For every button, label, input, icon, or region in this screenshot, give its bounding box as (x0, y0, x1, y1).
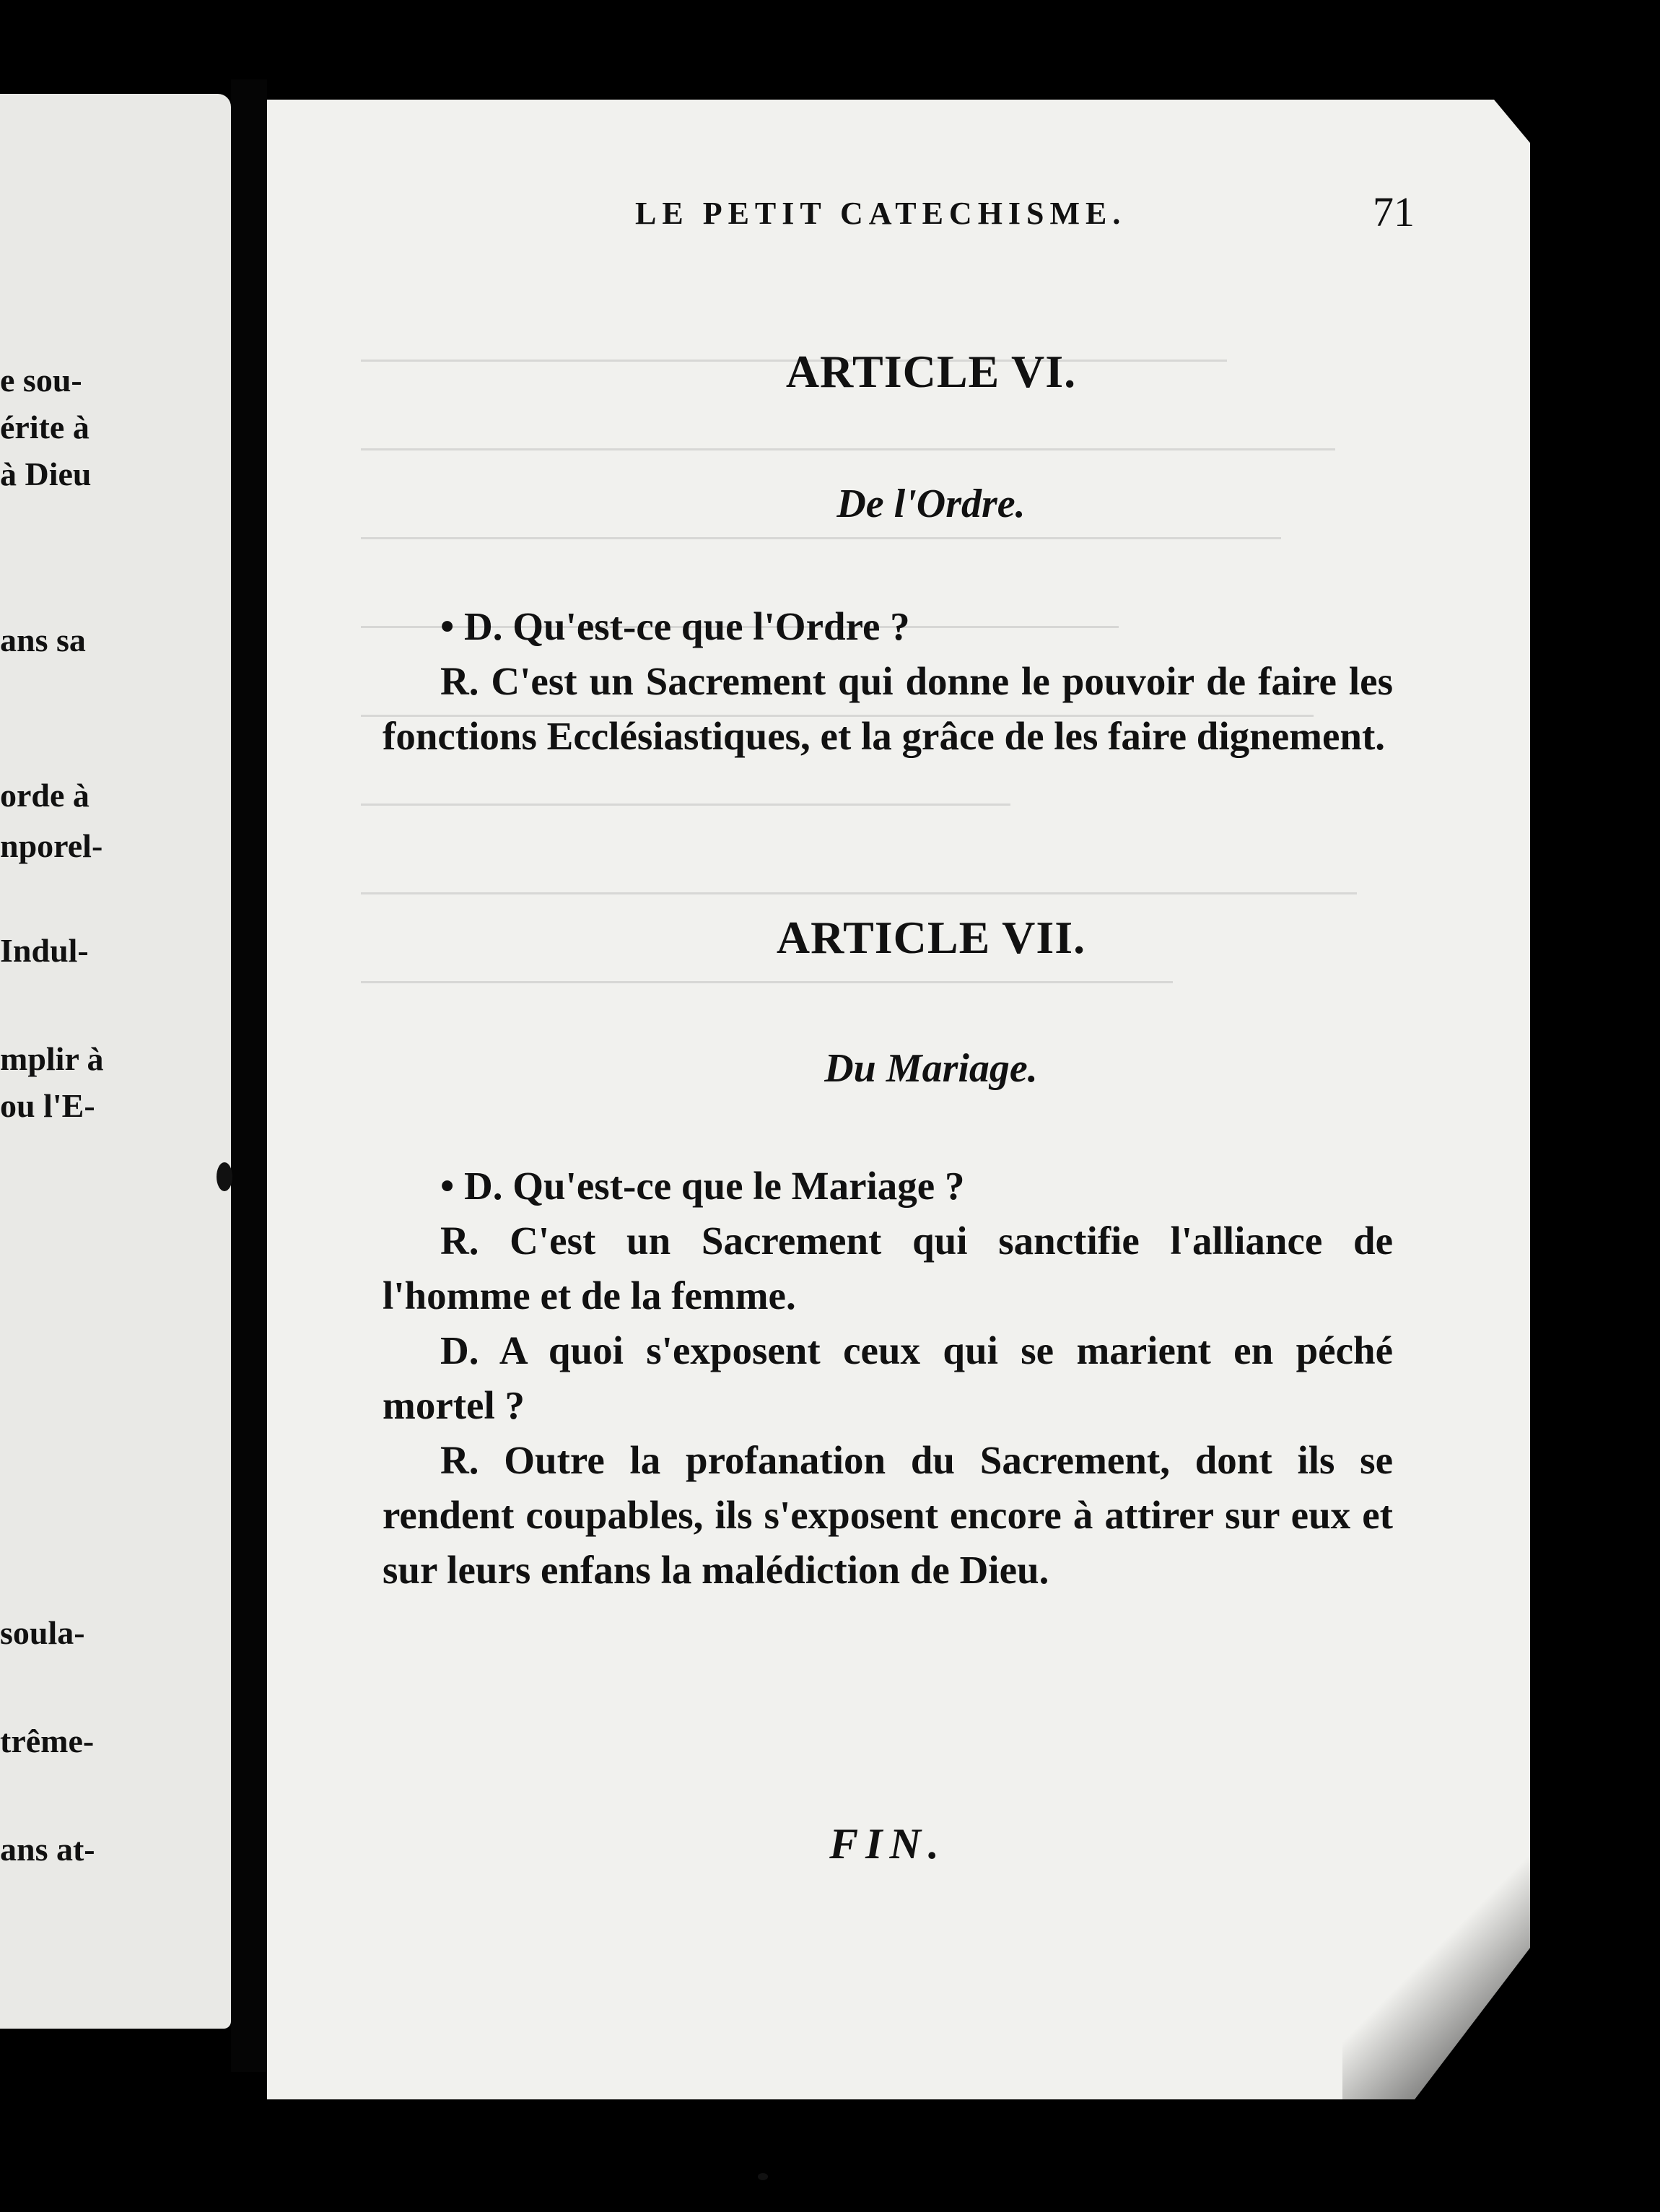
article-7-question-2 (383, 1323, 1393, 1433)
article-6-answer (383, 654, 1393, 764)
answer-text: R. C'est un Sacrement qui donne le pouvoir de faire les fonctions Ecclésiastiques, et la grâce de les faire dignement. (383, 659, 1393, 758)
left-fragment: e sou- (0, 362, 82, 399)
book-spine (231, 79, 267, 2072)
question-text: D. A quoi s'exposent ceux qui se marient en péché mortel ? (383, 1328, 1393, 1427)
article-7-subheading: Du Mariage. (824, 1046, 1038, 1091)
left-fragment: ans sa (0, 622, 86, 658)
answer-text: R. Outre la profanation du Sacrement, dont ils se rendent coupables, ils s'exposent encore à attirer sur eux et sur leurs enfans la malédiction de Dieu. (383, 1438, 1393, 1592)
article-7-answer-2 (383, 1433, 1393, 1598)
running-head (368, 188, 1415, 245)
left-page (0, 94, 231, 2029)
left-fragment: soula- (0, 1614, 85, 1651)
right-page (267, 100, 1530, 2099)
article-6-heading: ARTICLE VI. (785, 346, 1077, 397)
fin-text: FIN. (829, 1820, 946, 1868)
question-text: • D. Qu'est-ce que le Mariage ? (440, 1164, 965, 1208)
left-fragment: Indul- (0, 932, 89, 969)
page-corner-shadow (1342, 1796, 1530, 2099)
answer-text: R. C'est un Sacrement qui sanctifie l'alliance de l'homme et de la femme. (383, 1219, 1393, 1318)
article-7-answer-1 (383, 1214, 1393, 1323)
article-7-question-1 (383, 1159, 1393, 1214)
ink-speck (758, 2173, 768, 2180)
article-6-subheading: De l'Ordre. (836, 482, 1026, 526)
ink-speck (217, 1162, 232, 1191)
page-number: 71 (1373, 188, 1415, 235)
article-6-question (383, 599, 1393, 654)
left-fragment: nporel- (0, 827, 103, 864)
left-fragment: ans at- (0, 1831, 95, 1868)
left-fragment: trême- (0, 1723, 95, 1759)
left-fragment: mplir à (0, 1040, 104, 1077)
left-fragment: ou l'E- (0, 1087, 95, 1124)
left-fragment: orde à (0, 777, 89, 814)
left-fragment: à Dieu (0, 456, 92, 492)
left-fragment: érite à (0, 409, 89, 445)
article-7-heading: ARTICLE VII. (776, 912, 1086, 963)
question-text: • D. Qu'est-ce que l'Ordre ? (440, 604, 910, 648)
running-title: LE PETIT CATECHISME. (635, 196, 1127, 231)
